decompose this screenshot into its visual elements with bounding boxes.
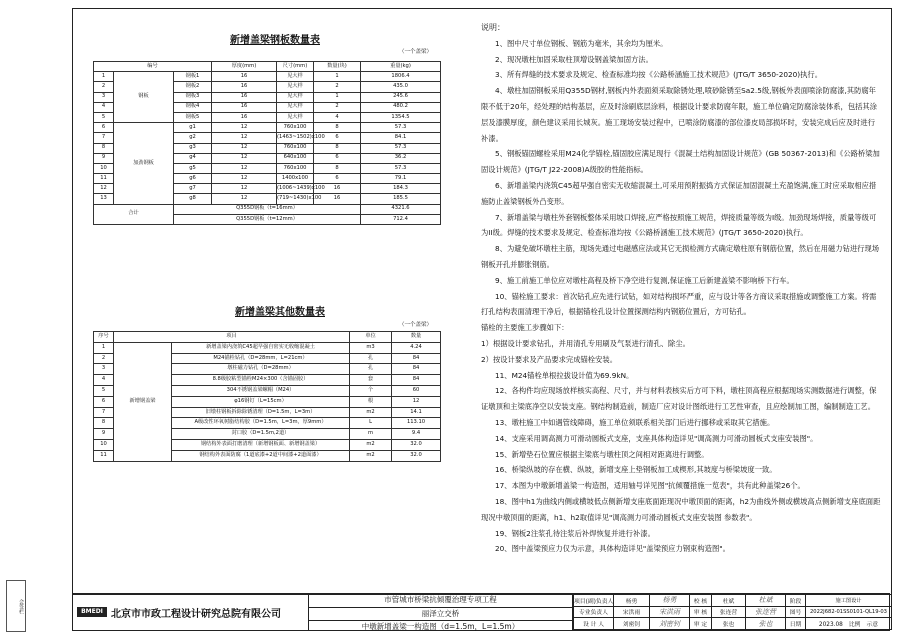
- weight-cell: 480.2: [361, 102, 441, 112]
- note-item: 7、新增盖梁与墩柱外套钢板整体采用坡口焊接,应严格按照施工规范，焊接质量等级为I级。加劲现场焊接，质量等级可为II级。焊缝的技术要求及规定、检查标准均按《公路桥涵施工技术规范》(JTG/T 3650-2020)执行。: [481, 212, 877, 238]
- quantity-cell: 32.0: [392, 439, 441, 450]
- total-material: Q355D钢板（t=12mm）: [174, 214, 361, 224]
- note-item: 1、图中尺寸单位钢板、钢筋为毫米，其余均为厘米。: [495, 38, 668, 48]
- plate-name: 钢板3: [174, 92, 212, 102]
- quantity-cell: 113.10: [392, 418, 441, 429]
- total-material: Q355D钢板（t=16mm）: [174, 204, 361, 214]
- header-cell: 项目: [114, 332, 350, 343]
- item-cell: 304不锈钢盖梁螺帽（M24）: [172, 385, 350, 396]
- row-number: 11: [94, 174, 114, 184]
- header-cell: 尺寸(mm): [277, 62, 314, 72]
- size-cell: 640x100: [277, 153, 314, 163]
- table-row: [94, 72, 441, 82]
- weight-cell: 36.2: [361, 153, 441, 163]
- header-cell: 数量: [392, 332, 441, 343]
- signature: 杜斌: [746, 595, 786, 607]
- header-cell: 厚度(mm): [212, 62, 277, 72]
- other-quantities-table: [93, 331, 441, 462]
- quantity-cell: 84: [392, 353, 441, 364]
- person-name: 张连营: [712, 606, 746, 618]
- thickness-cell: 12: [212, 194, 277, 204]
- row-number: 7: [94, 133, 114, 143]
- table1-title: 新增盖梁钢板数量表: [230, 35, 320, 46]
- weight-cell: 1806.4: [361, 72, 441, 82]
- project-cell: [309, 594, 573, 630]
- weight-cell: 185.5: [361, 194, 441, 204]
- row-number: 2: [94, 353, 114, 364]
- field-label: 阶段: [786, 595, 806, 607]
- quantity-cell: 2: [314, 102, 361, 112]
- note-item: 12、各构件均应现场放样核实高程、尺寸，并与材料表核实后方可下料，墩柱顶高程应根据现场实测数据进行调整，保证墩顶和主梁底净空以安装支座。钢结构制造前，制造厂应对设计图纸进行工艺性审查，且应绘制加工图，编制制造工艺。: [481, 386, 877, 412]
- row-number: 11: [94, 450, 114, 461]
- total-weight: 712.4: [361, 214, 441, 224]
- group-label-steel-plate: 钢板: [114, 72, 174, 123]
- drawing-title: 中墩新增盖梁一构造图（d=1.5m，L=1.5m）: [361, 622, 520, 631]
- row-number: 1: [94, 72, 114, 82]
- weight-cell: 57.3: [361, 163, 441, 173]
- table-row: [94, 342, 441, 353]
- row-number: 8: [94, 143, 114, 153]
- title-block: [72, 593, 890, 631]
- note-item: 锚栓的主要施工步骤如下：: [481, 323, 569, 333]
- table-header-row: [94, 62, 441, 72]
- table2-title: 新增盖梁其他数量表: [235, 307, 325, 318]
- unit-cell: m2: [350, 407, 392, 418]
- item-cell: M24锚栓钻孔（D=28mm，L=21cm）: [172, 353, 350, 364]
- steel-plate-table: [93, 61, 441, 225]
- header-cell: 序号: [94, 332, 114, 343]
- item-cell: 钢结构外表面打磨清理（新增钢板面、新增钢盖梁）: [172, 439, 350, 450]
- role-label: 审 核: [690, 606, 712, 618]
- note-item: 2、现况墩柱加固采取柱顶增设钢盖梁加固方法。: [495, 54, 653, 64]
- thickness-cell: 16: [212, 102, 277, 112]
- note-item: 16、桥梁纵坡的存在横、纵坡，新增支座上垫钢板加工成楔形,其坡度与桥梁坡度一致。: [495, 465, 777, 475]
- table2-unit: （一个盖梁）: [399, 322, 433, 328]
- row-number: 6: [94, 123, 114, 133]
- row-number: 10: [94, 163, 114, 173]
- person-name: 刘密钊: [614, 618, 650, 630]
- weight-cell: 245.6: [361, 92, 441, 102]
- thickness-cell: 16: [212, 112, 277, 122]
- item-cell: 旧墩柱钢板拆除除锈清理（D=1.5m，L=3m）: [172, 407, 350, 418]
- size-cell: 760x100: [277, 123, 314, 133]
- signature-block: [573, 594, 891, 630]
- unit-cell: m2: [350, 450, 392, 461]
- item-cell: 新增盖梁内浇筑C45超早强自密实无收缩混凝土: [172, 342, 350, 353]
- item-cell: φ16钢钉（L=15cm）: [172, 396, 350, 407]
- note-item: 4、墩柱加固钢板采用Q355D钢材,钢板内外表面须采取除锈处理,喷砂除锈至Sa2.5级,钢板外表面喷涂防腐漆,其防腐年限不低于20年，经处理的结构基层，应及时涂刷底层涂料，根据设计要求防腐年限，施工单位确定防腐涂装体系，包括其涂层及漆膜厚度，颜色建议采用长城灰。施工现场安装过程中，已喷涂防腐漆的部位漆皮局部损坏时，安装完成后应及时进行补漆。: [481, 86, 878, 143]
- note-item: 17、本图为中墩新增盖梁一构造图，适用轴号详见图"抗倾覆措施一览表"，共有此种盖梁26个。: [495, 481, 805, 491]
- scale-value: 示意: [866, 622, 879, 629]
- plate-name: 钢板2: [174, 82, 212, 92]
- countersign-box: 会签栏: [6, 580, 26, 632]
- row-number: 6: [94, 396, 114, 407]
- notes-block: [481, 20, 881, 557]
- quantity-cell: 4: [314, 112, 361, 122]
- item-cell: 8.8级胶粘型锚栓M24×300（含锚固胶）: [172, 375, 350, 386]
- group-label-new-cap-beam: 新增钢盖梁: [114, 342, 172, 461]
- company-logo: BMEDI: [77, 607, 107, 617]
- plate-name: g7: [174, 184, 212, 194]
- item-cell: 墩柱磁力钻孔（D=28mm）: [172, 364, 350, 375]
- quantity-cell: 12: [392, 396, 441, 407]
- signature-row: [574, 618, 892, 630]
- note-item: 15、新增垫石位置应根据主梁底与墩柱顶之间相对距离进行调整。: [495, 449, 709, 459]
- field-value: 2022J682-01SS0101-QL19-03: [806, 606, 892, 618]
- row-number: 5: [94, 385, 114, 396]
- thickness-cell: 16: [212, 72, 277, 82]
- unit-cell: m3: [350, 342, 392, 353]
- header-cell: 单位: [350, 332, 392, 343]
- note-item: 9、施工前施工单位应对墩柱高程及桥下净空进行复测,保证施工后新建盖梁不影响桥下行车。: [495, 275, 794, 285]
- thickness-cell: 12: [212, 153, 277, 163]
- field-label: 图号: [786, 606, 806, 618]
- table-header-row: [94, 332, 441, 343]
- role-label: 审 定: [690, 618, 712, 630]
- row-number: 12: [94, 184, 114, 194]
- quantity-cell: 1: [314, 72, 361, 82]
- size-cell: 见大样: [277, 102, 314, 112]
- header-cell: 编号: [94, 62, 212, 72]
- thickness-cell: 12: [212, 174, 277, 184]
- note-item: 11、M24锚栓单根拉拔设计值为69.9kN。: [495, 370, 634, 380]
- project-name: 市管城市桥梁抗倾覆治理专项工程: [384, 595, 497, 604]
- quantity-cell: 1: [314, 92, 361, 102]
- header-cell: 重量(kg): [361, 62, 441, 72]
- unit-cell: 根: [350, 396, 392, 407]
- quantity-cell: 6: [314, 133, 361, 143]
- row-number: 13: [94, 194, 114, 204]
- thickness-cell: 12: [212, 163, 277, 173]
- size-cell: 见大样: [277, 112, 314, 122]
- quantity-cell: 9.4: [392, 429, 441, 440]
- unit-cell: 套: [350, 375, 392, 386]
- note-item: 3、所有焊缝的技术要求及规定、检查标准均按《公路桥涵施工技术规范》(JTG/T 3650-2020)执行。: [495, 70, 822, 80]
- row-number: 4: [94, 102, 114, 112]
- plate-name: g1: [174, 123, 212, 133]
- quantity-cell: 4.24: [392, 342, 441, 353]
- unit-cell: L: [350, 418, 392, 429]
- unit-cell: 个: [350, 385, 392, 396]
- bridge-name: 丽泽立交桥: [309, 607, 572, 622]
- notes-heading: 说明：: [481, 23, 505, 32]
- quantity-cell: 32.0: [392, 450, 441, 461]
- quantity-cell: 8: [314, 163, 361, 173]
- note-item: 8、为避免破坏墩柱主筋，现场先通过电磁感应法或其它无损检测方式确定墩柱原有钢筋位置，然后在用磁力钻进行现场钢板开孔并膨胀钢筋。: [481, 244, 880, 269]
- signature: 张也: [746, 618, 786, 630]
- unit-cell: m2: [350, 439, 392, 450]
- person-name: 杜斌: [712, 595, 746, 607]
- total-weight: 4321.6: [361, 204, 441, 214]
- thickness-cell: 12: [212, 123, 277, 133]
- plate-name: 钢板1: [174, 72, 212, 82]
- row-number: 3: [94, 92, 114, 102]
- size-cell: 760x100: [277, 143, 314, 153]
- row-number: 1: [94, 342, 114, 353]
- plate-name: g6: [174, 174, 212, 184]
- note-item: 14、支座采用调高测力可滑动圆板式支座，支座具体构造详见"调高测力可滑动圆板式支座安装图"。: [495, 433, 818, 443]
- note-item: 6、新增盖梁内浇筑C45超早强自密实无收缩混凝土,可采用预附振捣方式保证加固混凝土充盈饱满,施工时应采取相应措施防止盖梁钢板外凸变形。: [481, 180, 877, 206]
- size-cell: 见大样: [277, 82, 314, 92]
- quantity-cell: 2: [314, 82, 361, 92]
- person-name: 张也: [712, 618, 746, 630]
- row-number: 9: [94, 153, 114, 163]
- row-number: 8: [94, 418, 114, 429]
- thickness-cell: 12: [212, 184, 277, 194]
- quantity-cell: 16: [314, 184, 361, 194]
- note-item: 13、墩柱施工中如遇管线障碍，施工单位须联系相关部门后进行挪移或采取其它措施。: [495, 417, 775, 427]
- item-cell: 封口胶（D=1.5m,2道）: [172, 429, 350, 440]
- group-label-stiffener: 加劲钢板: [114, 123, 174, 205]
- quantity-cell: 84: [392, 375, 441, 386]
- row-number: 4: [94, 375, 114, 386]
- item-cell: A级改性环氧树脂结构胶（D=1.5m，L=3m，厚9mm）: [172, 418, 350, 429]
- item-cell: 钢结构外表面防腐（1道底漆+2道中间漆+2道面漆）: [172, 450, 350, 461]
- plate-name: g5: [174, 163, 212, 173]
- field-label: 日期: [786, 618, 806, 630]
- note-item: 5、钢板锚固螺栓采用M24化学锚栓,锚固胶应满足现行《混凝土结构加固设计规范》(GB 50367-2013)和《公路桥梁加固设计规范》(JTG/T J22-2008)A级胶的性能指标。: [481, 149, 880, 175]
- quantity-cell: 60: [392, 385, 441, 396]
- row-number: 9: [94, 429, 114, 440]
- company-cell: [73, 594, 309, 630]
- note-item: 10、锚栓施工要求：首次钻孔应先进行试钻，如对结构损坏严重，应与设计等各方商议采取措施或调整施工方案。将需打孔结构表面清理干净后，根据锚栓孔设计位置探测结构内钢筋位置后，方可钻孔。: [481, 291, 877, 317]
- note-item: 20、图中盖梁预应力仅为示意，具体构造详见"盖梁预应力钢束构造图"。: [495, 544, 730, 554]
- signature: 张连营: [746, 606, 786, 618]
- quantity-cell: 16: [314, 194, 361, 204]
- plate-name: g8: [174, 194, 212, 204]
- signature-row: [574, 606, 892, 618]
- signature: 刘密钊: [650, 618, 690, 630]
- quantity-cell: 8: [314, 123, 361, 133]
- row-number: 7: [94, 407, 114, 418]
- total-row: [94, 204, 441, 214]
- weight-cell: 57.3: [361, 123, 441, 133]
- plate-name: g4: [174, 153, 212, 163]
- quantity-cell: 6: [314, 153, 361, 163]
- size-cell: 1400x100: [277, 174, 314, 184]
- size-cell: 760x100: [277, 163, 314, 173]
- thickness-cell: 12: [212, 143, 277, 153]
- weight-cell: 184.3: [361, 184, 441, 194]
- row-number: 2: [94, 82, 114, 92]
- plate-name: 钢板4: [174, 102, 212, 112]
- note-item: 1）根据设计要求钻孔，并用清孔专用刷及气泵进行清孔、除尘。: [481, 338, 690, 348]
- signature: 宋洪雨: [650, 606, 690, 618]
- role-label: 项目(副)负责人: [574, 595, 614, 607]
- weight-cell: 435.0: [361, 82, 441, 92]
- size-cell: 见大样: [277, 72, 314, 82]
- weight-cell: 57.3: [361, 143, 441, 153]
- date-scale-cell: [806, 618, 892, 630]
- weight-cell: 84.1: [361, 133, 441, 143]
- header-cell: 数量(块): [314, 62, 361, 72]
- person-name: 杨勇: [614, 595, 650, 607]
- company-name: 北京市市政工程设计研究总院有限公司: [111, 608, 281, 620]
- table-row: [94, 123, 441, 133]
- signature: 杨勇: [650, 595, 690, 607]
- size-cell: 见大样: [277, 92, 314, 102]
- thickness-cell: 16: [212, 82, 277, 92]
- row-number: 10: [94, 439, 114, 450]
- field-value: 施工图设计: [806, 595, 892, 607]
- row-number: 3: [94, 364, 114, 375]
- thickness-cell: 16: [212, 92, 277, 102]
- plate-name: g2: [174, 133, 212, 143]
- scale-label: 比例: [848, 622, 861, 629]
- plate-name: 钢板5: [174, 112, 212, 122]
- role-label: 设 计 人: [574, 618, 614, 630]
- signature-row: [574, 595, 892, 607]
- plate-name: g3: [174, 143, 212, 153]
- size-cell: (1463~1502)x100: [277, 133, 314, 143]
- quantity-cell: 6: [314, 174, 361, 184]
- size-cell: (1006~1439)x100: [277, 184, 314, 194]
- person-name: 宋洪雨: [614, 606, 650, 618]
- note-item: 2）按设计要求及产品要求完成锚栓安装。: [481, 354, 617, 364]
- weight-cell: 79.1: [361, 174, 441, 184]
- weight-cell: 1354.5: [361, 112, 441, 122]
- size-cell: (719~1430)x100: [277, 194, 314, 204]
- unit-cell: 孔: [350, 364, 392, 375]
- unit-cell: m: [350, 429, 392, 440]
- date-value: 2023.08: [818, 622, 843, 629]
- role-label: 专业负责人: [574, 606, 614, 618]
- note-item: 19、钢板2注浆孔待注浆后补焊恢复并进行补漆。: [495, 528, 655, 538]
- quantity-cell: 84: [392, 364, 441, 375]
- quantity-cell: 8: [314, 143, 361, 153]
- note-item: 18、图中h1为曲线内侧或横坡低点侧新增支座底面距现况中墩顶面的距离，h2为曲线外侧或横坡高点侧新增支座底面距现况中墩顶面的距离，h1、h2取值详见"调高测力可滑动圆板式支座安装图 参数表"。: [481, 496, 881, 522]
- table1-unit: （一个盖梁）: [399, 49, 433, 55]
- role-label: 校 核: [690, 595, 712, 607]
- quantity-cell: 14.1: [392, 407, 441, 418]
- unit-cell: 孔: [350, 353, 392, 364]
- total-label: 合计: [94, 204, 174, 224]
- row-number: 5: [94, 112, 114, 122]
- thickness-cell: 12: [212, 133, 277, 143]
